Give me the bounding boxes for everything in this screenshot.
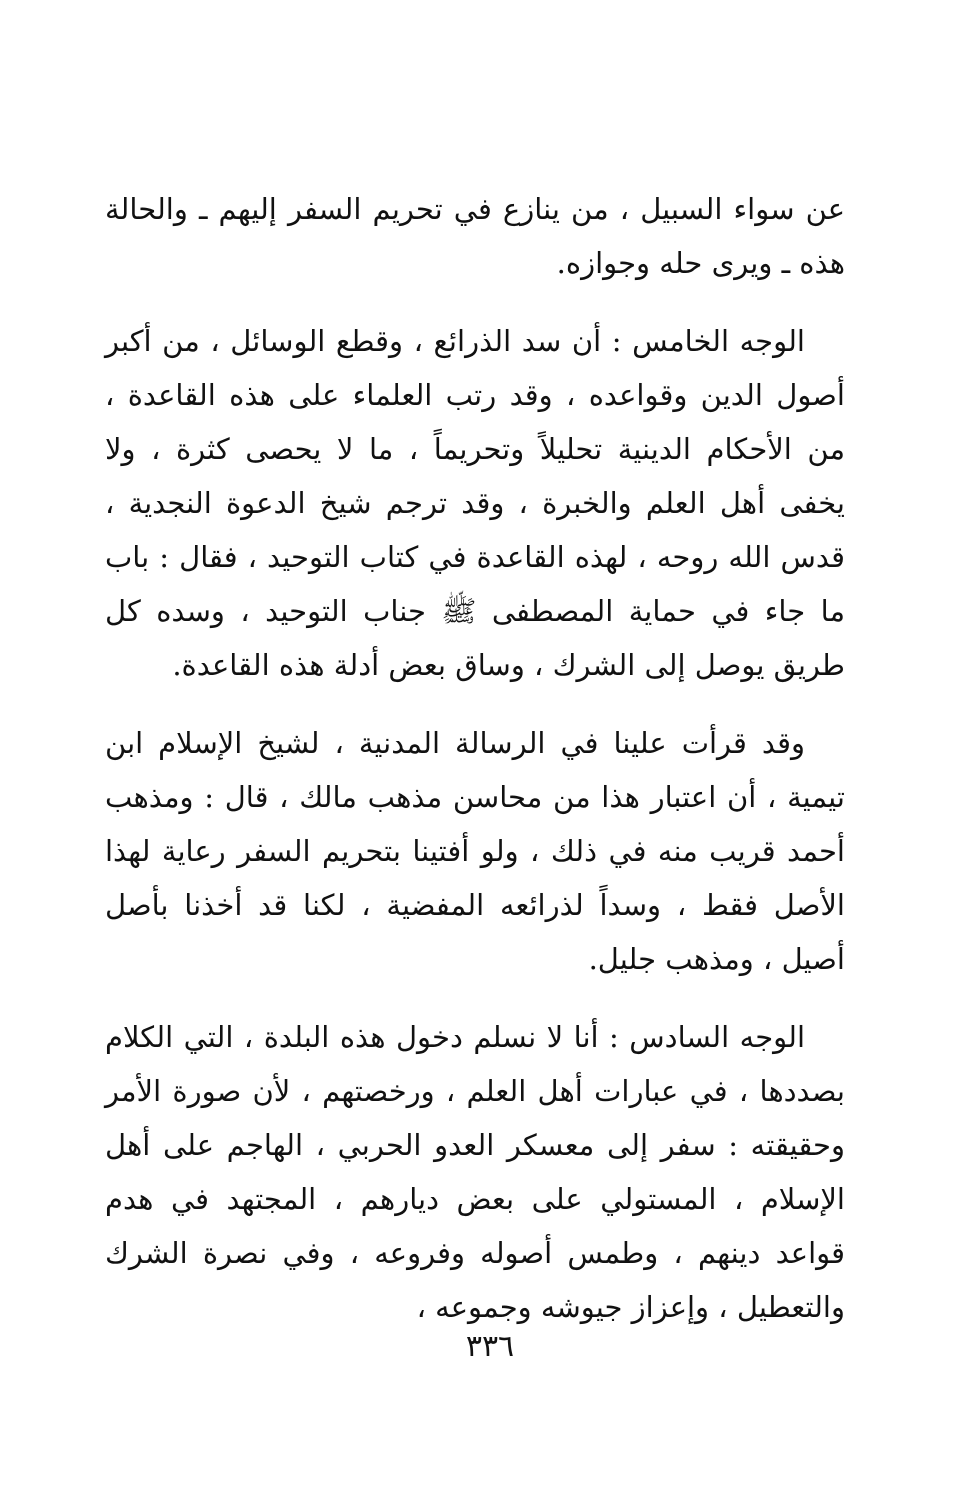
page-number: ٣٣٦ — [465, 1329, 515, 1364]
paragraph-madaniya-letter: وقد قرأت علينا في الرسالة المدنية ، لشيخ الإسلام ابن تيمية ، أن اعتبار هذا من محاسن مذهب مالك ، قال : ومذهب أحمد قريب منه في ذلك ، ولو أفتينا بتحريم السفر رعاية لهذا الأصل فقط ، وسداً لذرائعه المفضية ، لكنا قد أخذنا بأصل أصيل ، ومذهب جليل. — [105, 726, 845, 976]
paragraph-fifth-aspect: الوجه الخامس : أن سد الذرائع ، وقطع الوسائل ، من أكبر أصول الدين وقواعده ، وقد رتب العلماء على هذه القاعدة ، من الأحكام الدينية تحليلاً وتحريماً ، ما لا يحصى كثرة ، ولا يخفى أهل العلم والخبرة ، وقد ترجم شيخ الدعوة النجدية ، قدس الله روحه ، لهذه القاعدة في كتاب التوحيد ، فقال : باب ما جاء في حماية المصطفى ﷺ جناب التوحيد ، وسده كل طريق يوصل إلى الشرك ، وساق بعض أدلة هذه القاعدة. — [105, 324, 845, 682]
paragraph-continuation: عن سواء السبيل ، من ينازع في تحريم السفر إليهم ـ والحالة هذه ـ ويرى حله وجوازه. — [105, 192, 845, 280]
body-text — [105, 182, 845, 1358]
paragraph-sixth-aspect: الوجه السادس : أنا لا نسلم دخول هذه البلدة ، التي الكلام بصددها ، في عبارات أهل العلم ، ورخصتهم ، لأن صورة الأمر وحقيقته : سفر إلى معسكر العدو الحربي ، الهاجم على أهل الإسلام ، المستولي على بعض ديارهم ، المجتهد في هدم قواعد دينهم ، وطمس أصوله وفروعه ، وفي نصرة الشرك والتعطيل ، وإعزاز جيوشه وجموعه ، — [105, 1020, 845, 1324]
